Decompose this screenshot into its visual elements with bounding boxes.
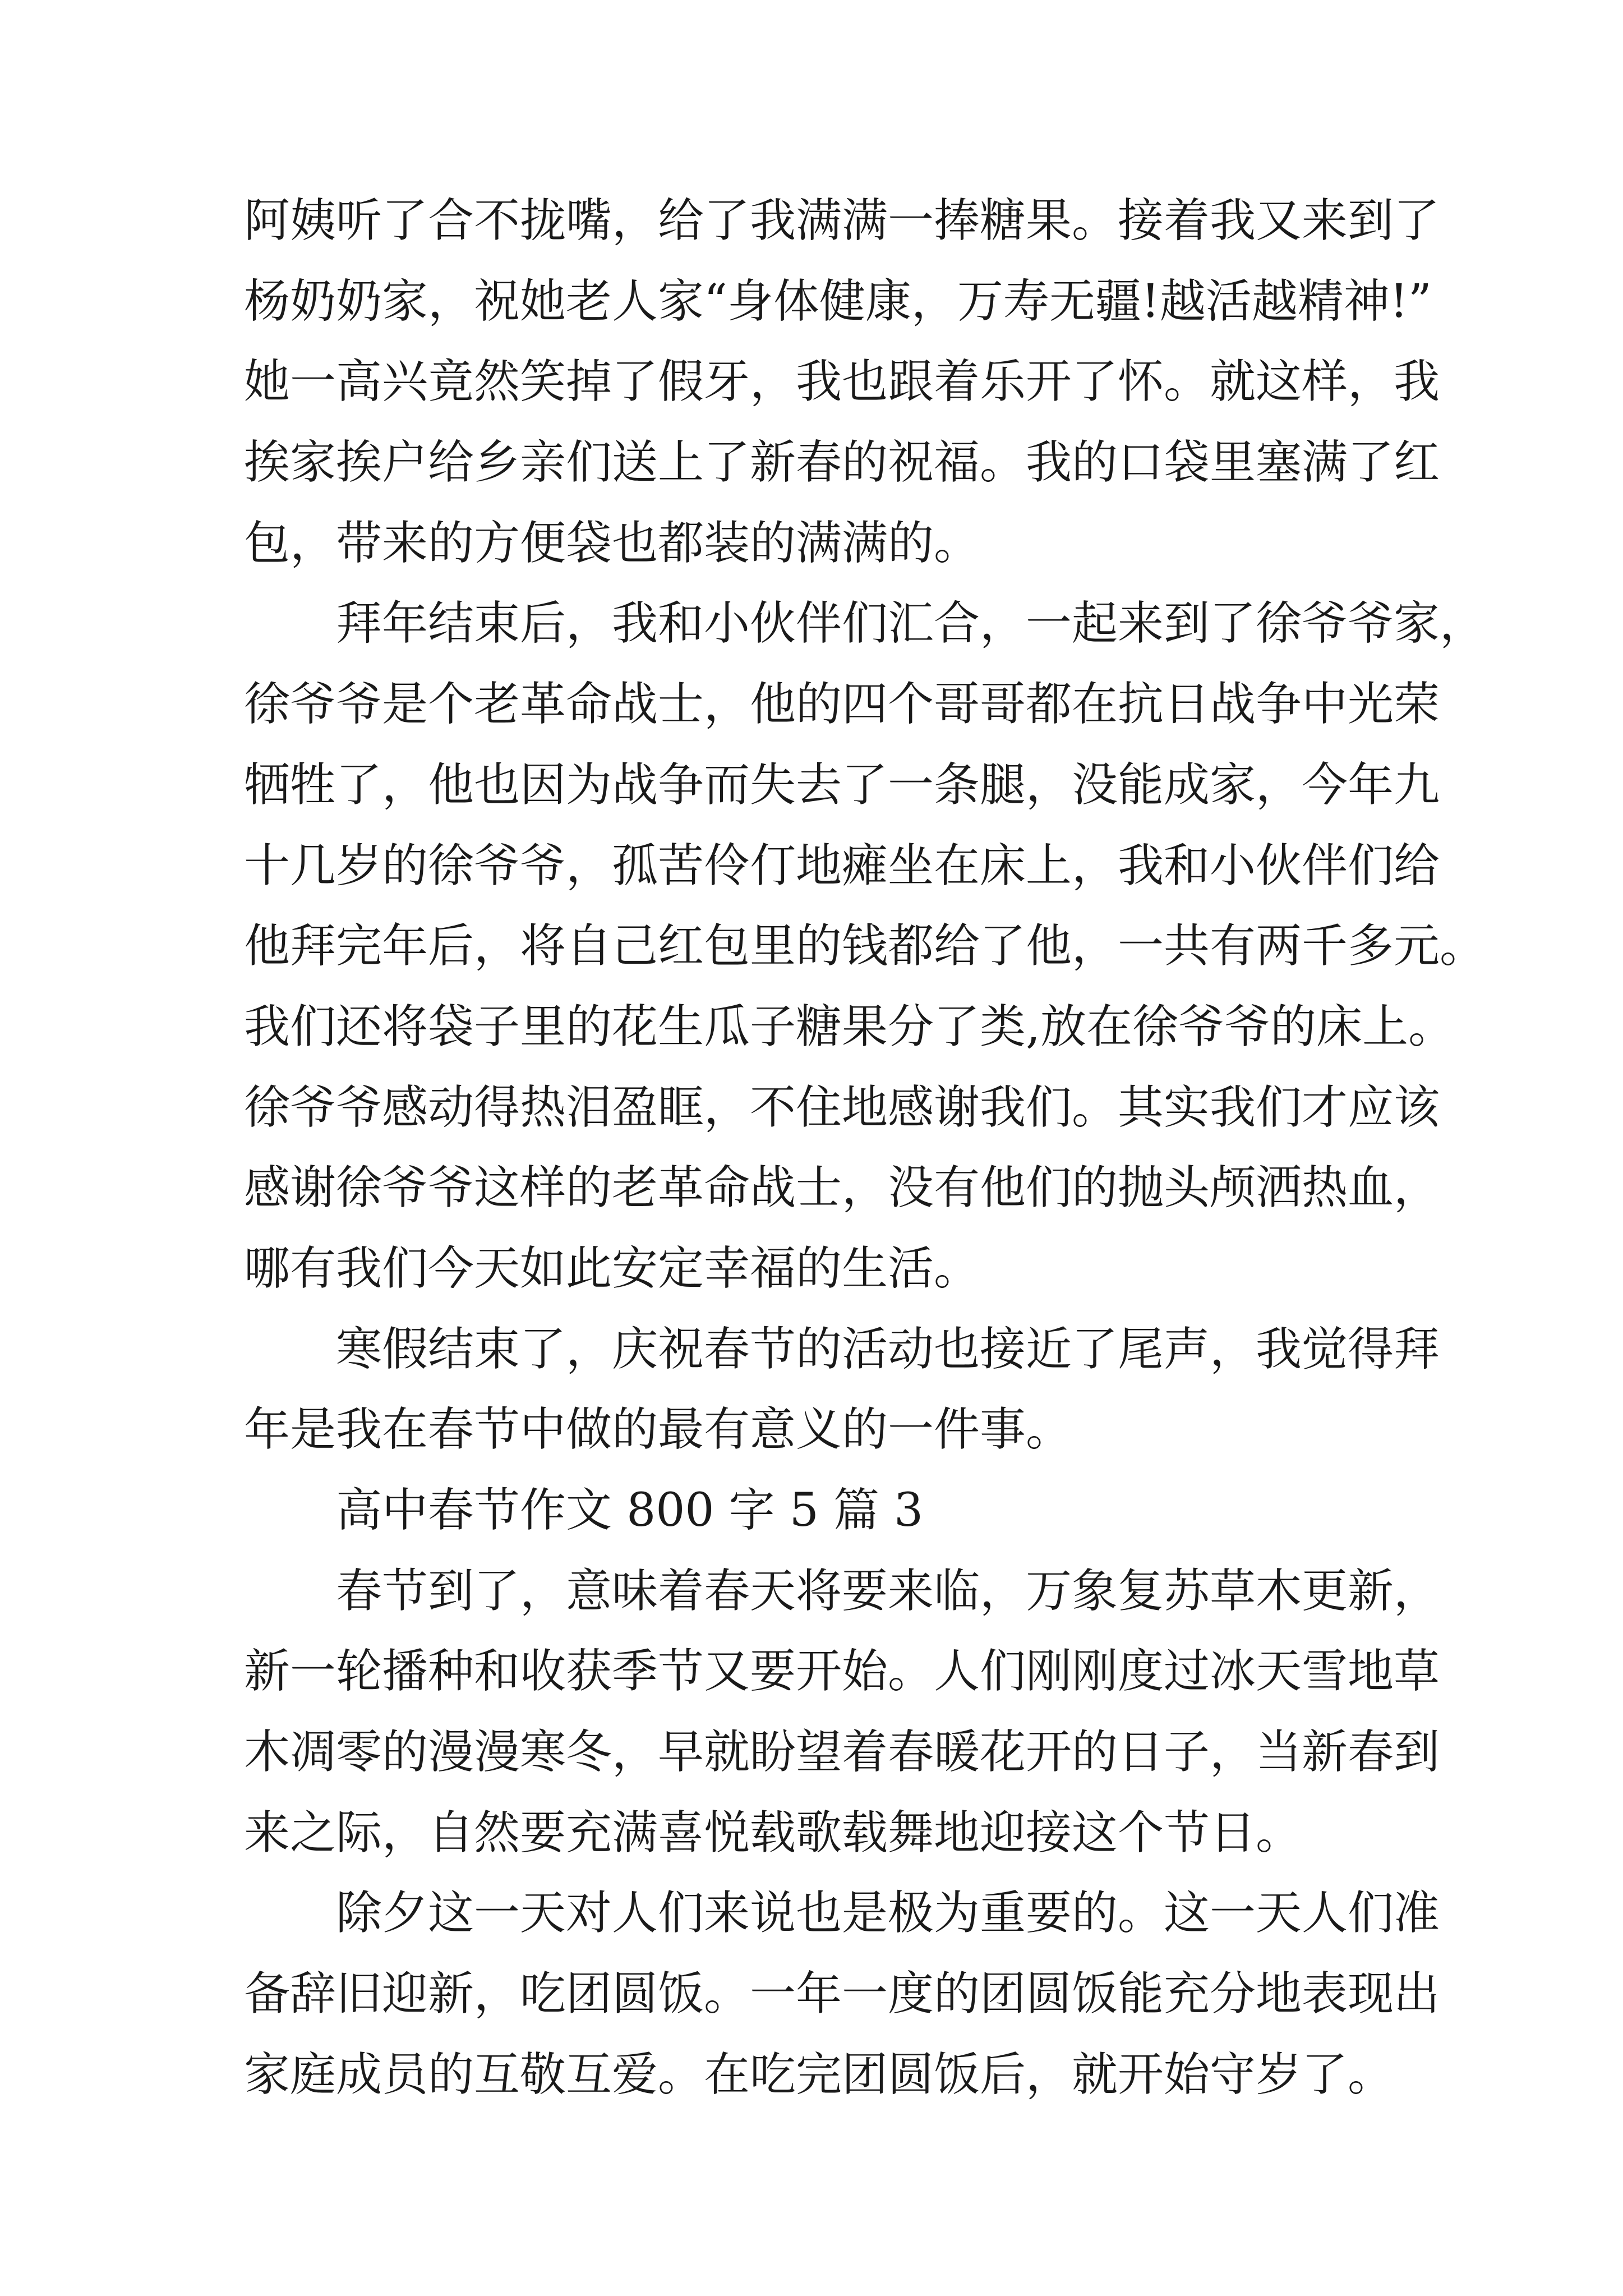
text-line: 徐爷爷感动得热泪盈眶，不住地感谢我们。其实我们才应该	[244, 1080, 1440, 1134]
text-line: 备辞旧迎新，吃团圆饭。一年一度的团圆饭能充分地表现出	[244, 1967, 1440, 2021]
text-line: 包，带来的方便袋也都装的满满的。	[244, 516, 980, 570]
text-line: 来之际，自然要充满喜悦载歌载舞地迎接这个节日。	[244, 1806, 1302, 1860]
text-line: 木凋零的漫漫寒冬，早就盼望着春暖花开的日子，当新春到	[244, 1726, 1440, 1779]
text-line: 十几岁的徐爷爷，孤苦伶仃地瘫坐在床上，我和小伙伴们给	[244, 839, 1440, 892]
text-line: 牺牲了，他也因为战争而失去了一条腿，没能成家，今年九	[244, 758, 1440, 812]
essay-body	[244, 181, 1486, 2115]
paragraph-first-line: 寒假结束了，庆祝春节的活动也接近了尾声，我觉得拜	[336, 1322, 1440, 1376]
text-line: 挨家挨户给乡亲们送上了新春的祝福。我的口袋里塞满了红	[244, 436, 1440, 490]
paragraph-first-line: 春节到了，意味着春天将要来临，万象复苏草木更新，	[336, 1564, 1440, 1618]
text-line: 年是我在春节中做的最有意义的一件事。	[244, 1403, 1072, 1457]
text-line: 感谢徐爷爷这样的老革命战士，没有他们的抛头颅洒热血，	[244, 1161, 1440, 1215]
paragraph-first-line: 除夕这一天对人们来说也是极为重要的。这一天人们准	[336, 1887, 1440, 1940]
text-line: 阿姨听了合不拢嘴，给了我满满一捧糖果。接着我又来到了	[244, 194, 1440, 247]
section-heading: 高中春节作文 800 字 5 篇 3	[336, 1484, 924, 1537]
text-line: 家庭成员的互敬互爱。在吃完团圆饭后，就开始守岁了。	[244, 2047, 1394, 2101]
text-line: 徐爷爷是个老革命战士，他的四个哥哥都在抗日战争中光荣	[244, 678, 1440, 731]
text-line: 新一轮播种和收获季节又要开始。人们刚刚度过冰天雪地草	[244, 1645, 1440, 1699]
text-line: 哪有我们今天如此安定幸福的生活。	[244, 1241, 980, 1295]
text-line: 他拜完年后，将自己红包里的钱都给了他，一共有两千多元。	[244, 919, 1486, 973]
text-line: 我们还将袋子里的花生瓜子糖果分了类,放在徐爷爷的床上。	[244, 1000, 1455, 1053]
paragraph-first-line: 拜年结束后，我和小伙伴们汇合，一起来到了徐爷爷家，	[336, 597, 1486, 651]
text-line: 杨奶奶家，祝她老人家“身体健康，万寿无疆!越活越精神!”	[244, 274, 1432, 328]
text-line: 她一高兴竟然笑掉了假牙，我也跟着乐开了怀。就这样，我	[244, 355, 1440, 409]
